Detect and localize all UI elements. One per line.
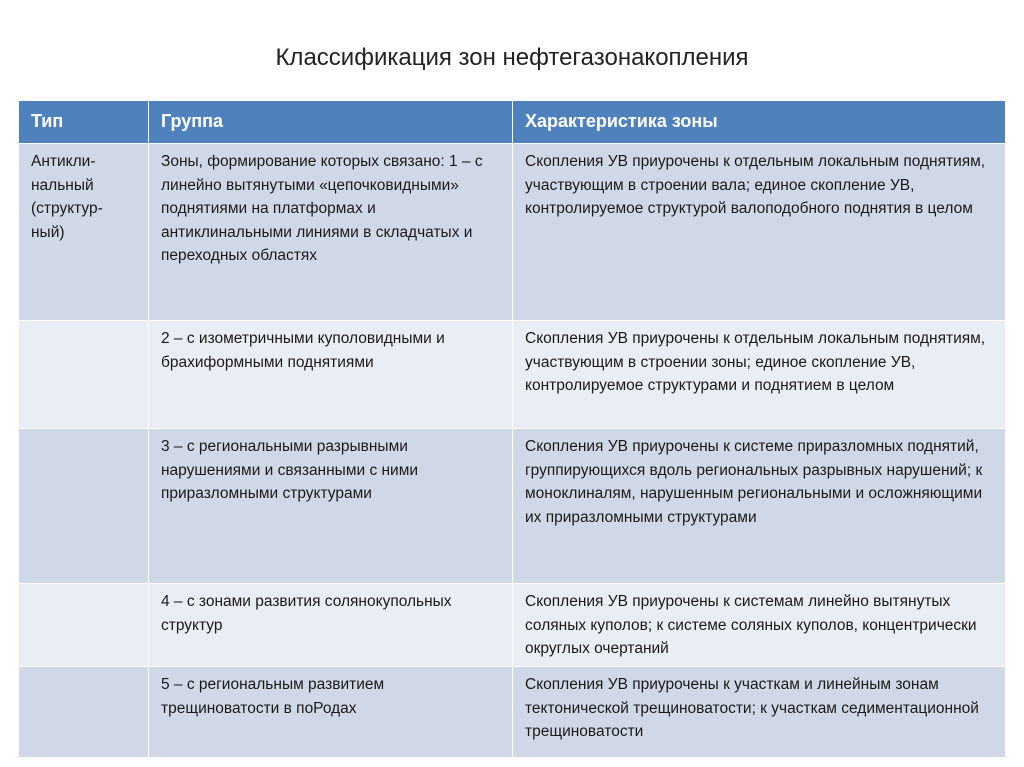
group-text: 4 – с зонами развития солянокупольных структур	[161, 593, 452, 634]
group-text: 5 – с региональным развитием трещиноватости в поРодах	[161, 676, 385, 717]
type-cell	[19, 667, 149, 758]
group-text: 2 – с изометричными куполовидными и брахиформными поднятиями	[161, 330, 445, 371]
table-row	[19, 144, 1006, 321]
characteristic-cell	[513, 584, 1006, 667]
characteristic-text: Скопления УВ приурочены к отдельным локальным поднятиям, участвующим в строении зоны; единое скопление УВ, контролируемое структурами и поднятием в целом	[525, 330, 986, 394]
characteristic-cell	[513, 429, 1006, 584]
table-row	[19, 667, 1006, 758]
table-row	[19, 321, 1006, 429]
header-group: Группа	[149, 101, 513, 144]
characteristic-cell	[513, 321, 1006, 429]
group-cell	[149, 584, 513, 667]
type-cell	[19, 429, 149, 584]
characteristic-cell	[513, 667, 1006, 758]
characteristic-text: Скопления УВ приурочены к участкам и линейным зонам тектонической трещиноватости; к участкам седиментационной трещиноватости	[525, 676, 979, 740]
slide-title: Классификация зон нефтегазонакопления	[275, 44, 749, 71]
type-cell	[19, 584, 149, 667]
group-cell	[149, 667, 513, 758]
type-cell	[19, 321, 149, 429]
group-text: 3 – с региональными разрывными нарушениями и связанными с ними приразломными структурами	[161, 438, 419, 502]
group-cell	[149, 144, 513, 321]
characteristic-text: Скопления УВ приурочены к системе приразломных поднятий, группирующихся вдоль региональных разрывных нарушений; к моноклиналям, нарушенным региональными и осложняющими их приразломными структурами	[525, 438, 983, 526]
table-row	[19, 584, 1006, 667]
group-cell	[149, 321, 513, 429]
zones-table	[18, 100, 1006, 758]
type-line: ный)	[31, 223, 65, 241]
header-type: Тип	[19, 101, 149, 144]
characteristic-text: Скопления УВ приурочены к отдельным локальным поднятиям, участвующим в строении вала; единое скопление УВ, контролируемое структурой валоподобного поднятия в целом	[525, 153, 986, 217]
header-characteristic: Характеристика зоны	[513, 101, 1006, 144]
type-line: Антикли-	[31, 153, 96, 170]
group-cell	[149, 429, 513, 584]
type-line: (структур-	[31, 200, 103, 217]
table-header-row	[19, 101, 1006, 144]
type-line: нальный	[31, 176, 94, 194]
group-text: Зоны, формирование которых связано: 1 – с линейно вытянутыми «цепочковидными» поднятиями на платформах и антиклинальными линиями в складчатых и переходных областях	[161, 153, 483, 264]
type-cell	[19, 144, 149, 321]
characteristic-cell	[513, 144, 1006, 321]
table-row	[19, 429, 1006, 584]
characteristic-text: Скопления УВ приурочены к системам линейно вытянутых соляных куполов; к системе соляных куполов, концентрически округлых очертаний	[525, 593, 977, 657]
